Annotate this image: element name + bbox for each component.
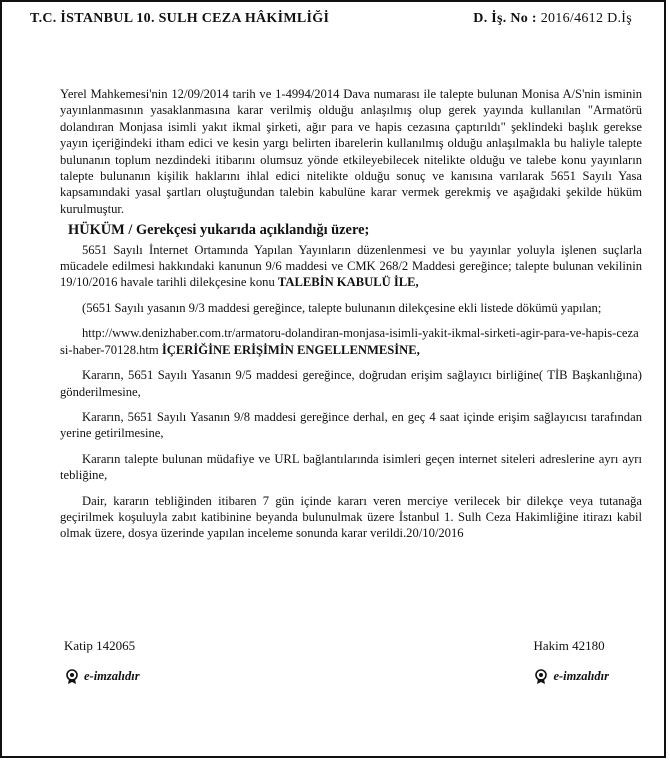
decision-paragraph-5: Kararın, 5651 Sayılı Yasanın 9/8 maddesi gereğince derhal, en geç 4 saat içinde erişim sağlayıcısı tarafından yerine getirilmesine,	[60, 409, 642, 441]
decision-paragraph-6: Kararın talepte bulunan müdafiye ve URL bağlantılarında isimleri geçen internet siteleri adreslerine ayrı ayrı tebliğine,	[60, 451, 642, 483]
document-header	[30, 11, 632, 27]
judge-esign	[533, 668, 609, 684]
decision-p3-bold: İÇERİĞİNE ERİŞİMİN ENGELLENMESİNE,	[161, 342, 420, 357]
decision-p1-bold: TALEBİN KABULÜ İLE,	[277, 275, 419, 290]
signature-block	[64, 638, 609, 684]
clerk-esign	[64, 668, 140, 684]
seal-icon	[64, 668, 80, 684]
clerk-name: Katip 142065	[64, 638, 136, 653]
decision-paragraph-4: Kararın, 5651 Sayılı Yasanın 9/5 maddesi gereğince, doğrudan erişim sağlayıcı birliğine( TİB Başkanlığına) gönderilmesine,	[60, 368, 642, 399]
document-number	[473, 11, 632, 27]
clerk-signature	[64, 638, 140, 684]
clerk-esign-text: e-imzalıdır	[84, 668, 140, 683]
judge-esign-text: e-imzalıdır	[553, 668, 609, 683]
judge-signature	[533, 638, 609, 684]
decision-paragraph-7: Dair, kararın tebliğinden itibaren 7 gün içinde kararı veren merciye verilecek bir dilekçe veya tutanağa geçirilmek koşuluyla zabıt katibinine beyanda bulunulmak üzere İstanbul 1. Sulh Ceza Hakimliğine itirazı kabil olmak üzere, dosya üzerinde yapılan inceleme sonunda karar verildi.20/10/2016	[60, 493, 642, 541]
intro-paragraph: Yerel Mahkemesi'nin 12/09/2014 tarih ve 1-4994/2014 Dava numarası ile talepte bulunan Monisa A/S'nin isminin yayınlanmasının yasaklanmasına karar verilmiş olduğu anlaşılmış olup gerek yayında kullanılan "Armatörü dolandıran Monjasa isimli yakıt ikmal şirketi, ağır para ve hapis cezasına çaptırıldı" şeklindeki başlık gerekse yayın içeriğindeki itham edici ve kesin yargı belirten ibarelerin kullanılmış olduğu anlaşılmakla bu haliyle talepte bulunanın toplum nezdindeki itibarını olumsuz yönde etkileyebilecek nitelikte olduğu ve talebe konu yayınların talepte bulunanın kişilik haklarını ihlal edici nitelikte olduğu sonuç ve kanısına varılarak 5651 Sayılı Yasa kapsamındaki yasal şartları oluştuğundan talebin kabulüne karar vermek gerekmiş ve aşağıdaki şekilde hüküm kurulmuştur.	[60, 87, 642, 216]
decision-p1-text: 5651 Sayılı İnternet Ortamında Yapılan Yayınların düzenlenmesi ve bu yayınlar yoluyla işlenen suçlarla mücadele edilmesi hakkındaki kanunun 9/6 maddesi ve CMK 268/2 Maddesi gereğince; talepte bulunan vekilinin 19/10/2016 havale tarihli dilekçesine konu	[60, 242, 642, 290]
decision-paragraph-3	[60, 325, 642, 358]
document-body	[60, 86, 642, 542]
judge-name: Hakim 42180	[533, 638, 605, 653]
seal-icon	[533, 668, 549, 684]
docno-value: 2016/4612 D.İş	[540, 11, 632, 26]
court-title: T.C. İSTANBUL 10. SULH CEZA HÂKİMLİĞİ	[30, 11, 330, 26]
decision-paragraph-1	[60, 242, 642, 291]
docno-label: D. İş. No :	[473, 11, 537, 26]
decision-paragraph-2: (5651 Sayılı yasanın 9/3 maddesi gereğince, talepte bulunanın dilekçesine ekli listede dökümü yapılan;	[82, 300, 602, 315]
blocked-url: http://www.denizhaber.com.tr/armatoru-dolandiran-monjasa-isimli-yakit-ikmal-sirketi-agir-para-ve-hapis-cezasi-haber-70128.htm	[60, 326, 639, 357]
judgment-heading: HÜKÜM / Gerekçesi yukarıda açıklandığı üzere;	[68, 222, 370, 239]
